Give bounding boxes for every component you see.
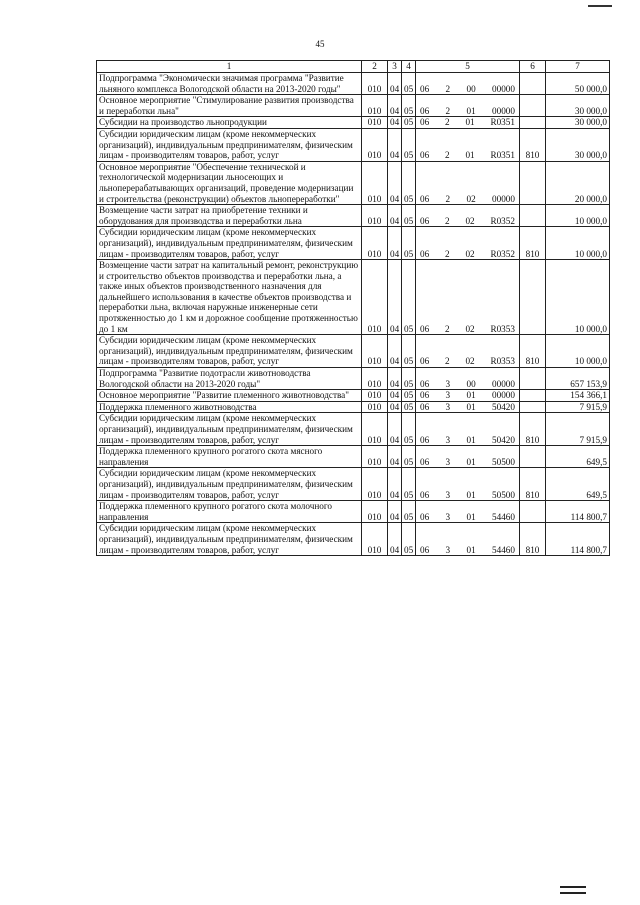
row-amount: 7 915,9 bbox=[546, 401, 610, 413]
row-expense-type bbox=[520, 161, 546, 204]
article-part-p3: 01 bbox=[466, 511, 476, 522]
row-ministry-code: 010 bbox=[362, 161, 388, 204]
table-row bbox=[97, 95, 610, 117]
row-expense-type: 810 bbox=[520, 128, 546, 161]
table-row bbox=[97, 128, 610, 161]
row-ministry-code: 010 bbox=[362, 468, 388, 501]
row-ministry-code: 010 bbox=[362, 128, 388, 161]
article-part-p1: 06 bbox=[420, 356, 430, 367]
budget-table bbox=[96, 60, 610, 556]
row-subsection-code: 05 bbox=[402, 161, 416, 204]
article-part-p3: 00 bbox=[466, 83, 476, 94]
row-ministry-code: 010 bbox=[362, 335, 388, 368]
article-part-p3: 02 bbox=[465, 356, 475, 367]
row-amount: 50 000,0 bbox=[546, 73, 610, 95]
row-name: Субсидии юридическим лицам (кроме некоммерческих организаций), индивидуальным предпринимателям, физическим лицам - производителям товаров, работ, услуг bbox=[97, 523, 362, 556]
article-part-p4: 54460 bbox=[492, 511, 515, 522]
row-name: Возмещение части затрат на приобретение техники и оборудования для производства и переработки льна bbox=[97, 205, 362, 227]
article-part-p2: 3 bbox=[445, 456, 451, 467]
row-amount: 30 000,0 bbox=[546, 128, 610, 161]
row-amount: 10 000,0 bbox=[546, 205, 610, 227]
article-part-p2: 3 bbox=[445, 489, 451, 500]
row-section-code: 04 bbox=[388, 117, 402, 129]
table-row bbox=[97, 161, 610, 204]
row-name: Подпрограмма "Развитие подотрасли животноводства Вологодской области на 2013-2020 годы" bbox=[97, 368, 362, 390]
column-header-4: 4 bbox=[402, 61, 416, 73]
row-subsection-code: 05 bbox=[402, 523, 416, 556]
row-name: Возмещение части затрат на капитальный ремонт, реконструкцию и строительство объектов производства и переработки льна, а также иных объектов производственного назначения для дальнейшего использования в качестве объектов производства и переработки льна, включая наружные инженерные сети протяженностью до 1 км и дорожное сообщение протяженностью до 1 км bbox=[97, 260, 362, 335]
row-amount: 657 153,9 bbox=[546, 368, 610, 390]
row-expense-type bbox=[520, 368, 546, 390]
row-subsection-code: 05 bbox=[402, 73, 416, 95]
row-target-article bbox=[416, 413, 520, 446]
row-name: Поддержка племенного животноводства bbox=[97, 401, 362, 413]
article-part-p2: 2 bbox=[445, 248, 450, 259]
article-part-p1: 06 bbox=[420, 215, 430, 226]
article-part-p2: 3 bbox=[445, 390, 451, 401]
article-part-p1: 06 bbox=[420, 105, 430, 116]
article-part-p2: 2 bbox=[445, 83, 451, 94]
row-name: Субсидии юридическим лицам (кроме некоммерческих организаций), индивидуальным предпринимателям, физическим лицам - производителям товаров, работ, услуг bbox=[97, 227, 362, 260]
row-subsection-code: 05 bbox=[402, 227, 416, 260]
row-ministry-code: 010 bbox=[362, 446, 388, 468]
table-row bbox=[97, 368, 610, 390]
row-subsection-code: 05 bbox=[402, 368, 416, 390]
row-target-article bbox=[416, 501, 520, 523]
row-subsection-code: 05 bbox=[402, 501, 416, 523]
article-part-p1: 06 bbox=[420, 83, 430, 94]
row-subsection-code: 05 bbox=[402, 260, 416, 335]
article-part-p1: 06 bbox=[420, 544, 430, 555]
row-target-article bbox=[416, 401, 520, 413]
row-target-article bbox=[416, 368, 520, 390]
article-part-p1: 06 bbox=[420, 489, 430, 500]
row-section-code: 04 bbox=[388, 501, 402, 523]
article-part-p4: R0351 bbox=[490, 150, 515, 161]
article-part-p3: 01 bbox=[466, 544, 476, 555]
row-ministry-code: 010 bbox=[362, 523, 388, 556]
table-row bbox=[97, 227, 610, 260]
row-subsection-code: 05 bbox=[402, 335, 416, 368]
row-section-code: 04 bbox=[388, 335, 402, 368]
row-subsection-code: 05 bbox=[402, 95, 416, 117]
row-amount: 10 000,0 bbox=[546, 227, 610, 260]
article-part-p2: 2 bbox=[445, 105, 451, 116]
table-row bbox=[97, 260, 610, 335]
row-name: Поддержка племенного крупного рогатого скота молочного направления bbox=[97, 501, 362, 523]
column-header-2: 2 bbox=[362, 61, 388, 73]
table-row bbox=[97, 413, 610, 446]
row-expense-type bbox=[520, 95, 546, 117]
row-ministry-code: 010 bbox=[362, 205, 388, 227]
row-expense-type: 810 bbox=[520, 335, 546, 368]
article-part-p4: 50420 bbox=[492, 434, 515, 445]
article-part-p3: 00 bbox=[466, 378, 476, 389]
article-part-p3: 01 bbox=[466, 434, 476, 445]
row-target-article bbox=[416, 390, 520, 402]
row-target-article bbox=[416, 227, 520, 260]
row-expense-type bbox=[520, 446, 546, 468]
row-name: Поддержка племенного крупного рогатого скота мясного направления bbox=[97, 446, 362, 468]
article-part-p4: 50500 bbox=[492, 456, 515, 467]
article-part-p3: 01 bbox=[466, 401, 476, 412]
row-ministry-code: 010 bbox=[362, 368, 388, 390]
row-target-article bbox=[416, 161, 520, 204]
table-row bbox=[97, 523, 610, 556]
row-expense-type bbox=[520, 501, 546, 523]
column-header-7: 7 bbox=[546, 61, 610, 73]
article-part-p4: 00000 bbox=[492, 193, 515, 204]
table-row bbox=[97, 501, 610, 523]
article-part-p3: 01 bbox=[466, 456, 476, 467]
row-section-code: 04 bbox=[388, 227, 402, 260]
article-part-p2: 3 bbox=[445, 378, 451, 389]
row-section-code: 04 bbox=[388, 390, 402, 402]
page-number: 45 bbox=[315, 39, 325, 49]
row-amount: 30 000,0 bbox=[546, 95, 610, 117]
row-target-article bbox=[416, 523, 520, 556]
row-name: Основное мероприятие "Обеспечение технической и технологической модернизации льносеющих и льноперерабатывающих организаций, проведение модернизации и строительства (реконструкции) объектов льнопереработки" bbox=[97, 161, 362, 204]
row-section-code: 04 bbox=[388, 413, 402, 446]
article-part-p4: R0353 bbox=[490, 356, 515, 367]
row-expense-type bbox=[520, 205, 546, 227]
table-row bbox=[97, 446, 610, 468]
row-subsection-code: 05 bbox=[402, 468, 416, 501]
row-ministry-code: 010 bbox=[362, 413, 388, 446]
article-part-p1: 06 bbox=[420, 401, 430, 412]
article-part-p4: R0353 bbox=[490, 323, 515, 334]
row-subsection-code: 05 bbox=[402, 128, 416, 161]
row-amount: 10 000,0 bbox=[546, 335, 610, 368]
row-expense-type bbox=[520, 390, 546, 402]
article-part-p4: 00000 bbox=[492, 83, 515, 94]
row-amount: 154 366,1 bbox=[546, 390, 610, 402]
row-expense-type bbox=[520, 260, 546, 335]
article-part-p1: 06 bbox=[420, 117, 430, 128]
row-ministry-code: 010 bbox=[362, 73, 388, 95]
row-amount: 649,5 bbox=[546, 446, 610, 468]
row-section-code: 04 bbox=[388, 95, 402, 117]
row-target-article bbox=[416, 128, 520, 161]
row-expense-type: 810 bbox=[520, 468, 546, 501]
table-row bbox=[97, 468, 610, 501]
table-row bbox=[97, 390, 610, 402]
row-ministry-code: 010 bbox=[362, 227, 388, 260]
article-part-p3: 02 bbox=[466, 193, 476, 204]
article-part-p3: 01 bbox=[465, 117, 475, 128]
article-part-p1: 06 bbox=[420, 378, 430, 389]
article-part-p3: 01 bbox=[466, 489, 476, 500]
row-amount: 114 800,7 bbox=[546, 501, 610, 523]
article-part-p1: 06 bbox=[420, 248, 430, 259]
article-part-p4: R0352 bbox=[490, 215, 515, 226]
row-target-article bbox=[416, 335, 520, 368]
row-target-article bbox=[416, 117, 520, 129]
row-name: Субсидии юридическим лицам (кроме некоммерческих организаций), индивидуальным предпринимателям, физическим лицам - производителям товаров, работ, услуг bbox=[97, 128, 362, 161]
row-section-code: 04 bbox=[388, 128, 402, 161]
row-section-code: 04 bbox=[388, 446, 402, 468]
article-part-p3: 01 bbox=[466, 390, 476, 401]
row-section-code: 04 bbox=[388, 161, 402, 204]
row-section-code: 04 bbox=[388, 368, 402, 390]
article-part-p3: 02 bbox=[465, 323, 475, 334]
table-row bbox=[97, 335, 610, 368]
article-part-p4: R0352 bbox=[490, 248, 515, 259]
article-part-p2: 2 bbox=[445, 215, 450, 226]
row-ministry-code: 010 bbox=[362, 501, 388, 523]
article-part-p4: 50500 bbox=[492, 489, 515, 500]
article-part-p2: 2 bbox=[445, 150, 450, 161]
table-header-row bbox=[97, 61, 610, 73]
row-section-code: 04 bbox=[388, 260, 402, 335]
row-target-article bbox=[416, 205, 520, 227]
article-part-p2: 3 bbox=[445, 511, 451, 522]
article-part-p2: 2 bbox=[445, 356, 450, 367]
article-part-p1: 06 bbox=[420, 150, 430, 161]
column-header-3: 3 bbox=[388, 61, 402, 73]
row-subsection-code: 05 bbox=[402, 205, 416, 227]
row-subsection-code: 05 bbox=[402, 401, 416, 413]
row-subsection-code: 05 bbox=[402, 390, 416, 402]
article-part-p1: 06 bbox=[420, 434, 430, 445]
scan-mark-top bbox=[588, 0, 612, 7]
article-part-p2: 3 bbox=[445, 434, 451, 445]
row-section-code: 04 bbox=[388, 523, 402, 556]
article-part-p1: 06 bbox=[420, 390, 430, 401]
table-row bbox=[97, 73, 610, 95]
row-ministry-code: 010 bbox=[362, 117, 388, 129]
row-amount: 10 000,0 bbox=[546, 260, 610, 335]
row-expense-type: 810 bbox=[520, 227, 546, 260]
row-ministry-code: 010 bbox=[362, 390, 388, 402]
article-part-p4: R0351 bbox=[490, 117, 515, 128]
column-header-6: 6 bbox=[520, 61, 546, 73]
row-ministry-code: 010 bbox=[362, 401, 388, 413]
row-amount: 7 915,9 bbox=[546, 413, 610, 446]
row-subsection-code: 05 bbox=[402, 413, 416, 446]
row-name: Субсидии юридическим лицам (кроме некоммерческих организаций), индивидуальным предпринимателям, физическим лицам - производителям товаров, работ, услуг bbox=[97, 468, 362, 501]
table-row bbox=[97, 117, 610, 129]
article-part-p2: 3 bbox=[445, 401, 451, 412]
row-expense-type: 810 bbox=[520, 413, 546, 446]
article-part-p1: 06 bbox=[420, 193, 430, 204]
row-target-article bbox=[416, 73, 520, 95]
article-part-p3: 01 bbox=[465, 150, 475, 161]
row-ministry-code: 010 bbox=[362, 95, 388, 117]
row-section-code: 04 bbox=[388, 205, 402, 227]
article-part-p4: 00000 bbox=[492, 105, 515, 116]
row-section-code: 04 bbox=[388, 73, 402, 95]
article-part-p1: 06 bbox=[420, 456, 430, 467]
article-part-p1: 06 bbox=[420, 323, 430, 334]
row-section-code: 04 bbox=[388, 401, 402, 413]
column-header-1: 1 bbox=[97, 61, 362, 73]
row-target-article bbox=[416, 260, 520, 335]
row-amount: 30 000,0 bbox=[546, 117, 610, 129]
row-name: Подпрограмма "Экономически значимая программа "Развитие льняного комплекса Вологодской области на 2013-2020 годы" bbox=[97, 73, 362, 95]
row-target-article bbox=[416, 95, 520, 117]
row-amount: 649,5 bbox=[546, 468, 610, 501]
row-subsection-code: 05 bbox=[402, 446, 416, 468]
article-part-p3: 02 bbox=[465, 248, 475, 259]
article-part-p2: 2 bbox=[445, 193, 451, 204]
row-expense-type: 810 bbox=[520, 523, 546, 556]
article-part-p3: 02 bbox=[465, 215, 475, 226]
row-name: Субсидии юридическим лицам (кроме некоммерческих организаций), индивидуальным предпринимателям, физическим лицам - производителям товаров, работ, услуг bbox=[97, 335, 362, 368]
article-part-p2: 2 bbox=[445, 323, 450, 334]
row-name: Основное мероприятие "Стимулирование развития производства и переработки льна" bbox=[97, 95, 362, 117]
article-part-p4: 50420 bbox=[492, 401, 515, 412]
article-part-p4: 54460 bbox=[492, 544, 515, 555]
article-part-p4: 00000 bbox=[492, 390, 515, 401]
table-body bbox=[97, 73, 610, 556]
article-part-p2: 3 bbox=[445, 544, 451, 555]
article-part-p3: 01 bbox=[466, 105, 476, 116]
table-row bbox=[97, 401, 610, 413]
row-amount: 20 000,0 bbox=[546, 161, 610, 204]
row-target-article bbox=[416, 446, 520, 468]
row-ministry-code: 010 bbox=[362, 260, 388, 335]
row-section-code: 04 bbox=[388, 468, 402, 501]
row-expense-type bbox=[520, 117, 546, 129]
row-expense-type bbox=[520, 401, 546, 413]
article-part-p4: 00000 bbox=[492, 378, 515, 389]
row-name: Субсидии на производство льнопродукции bbox=[97, 117, 362, 129]
row-target-article bbox=[416, 468, 520, 501]
article-part-p1: 06 bbox=[420, 511, 430, 522]
row-name: Основное мероприятие "Развитие племенного животноводства" bbox=[97, 390, 362, 402]
row-subsection-code: 05 bbox=[402, 117, 416, 129]
row-amount: 114 800,7 bbox=[546, 523, 610, 556]
article-part-p2: 2 bbox=[445, 117, 450, 128]
row-expense-type bbox=[520, 73, 546, 95]
column-header-5: 5 bbox=[416, 61, 520, 73]
table-row bbox=[97, 205, 610, 227]
row-name: Субсидии юридическим лицам (кроме некоммерческих организаций), индивидуальным предпринимателям, физическим лицам - производителям товаров, работ, услуг bbox=[97, 413, 362, 446]
scan-mark-bottom bbox=[560, 886, 586, 894]
